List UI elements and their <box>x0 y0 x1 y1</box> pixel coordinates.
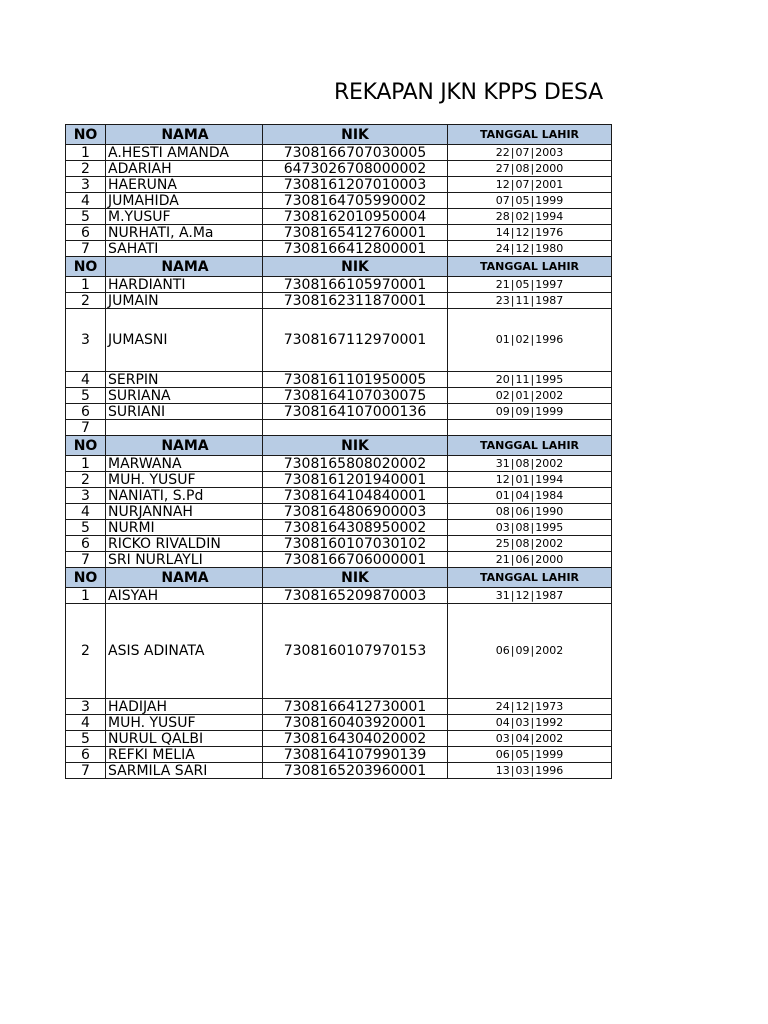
date-separator: | <box>530 472 535 486</box>
row-tanggal-lahir[interactable] <box>448 404 612 420</box>
row-nik[interactable]: 7308166105970001 <box>263 277 448 293</box>
date-separator: | <box>530 699 535 713</box>
row-nik[interactable]: 7308162311870001 <box>263 293 448 309</box>
row-tanggal-lahir[interactable] <box>448 177 612 193</box>
birth-year: 1995 <box>535 372 564 386</box>
row-nik[interactable]: 7308166706000001 <box>263 552 448 568</box>
birth-year: 2000 <box>535 161 564 175</box>
date-separator: | <box>530 193 535 207</box>
row-number[interactable]: 4 <box>66 193 106 209</box>
birth-day: 21 <box>495 552 510 566</box>
header-nama[interactable]: NAMA <box>106 436 263 456</box>
birth-month: 01 <box>515 472 530 486</box>
birth-month: 11 <box>515 372 530 386</box>
row-nama[interactable]: NURMI <box>106 520 263 536</box>
row-tanggal-lahir[interactable] <box>448 488 612 504</box>
birth-month: 09 <box>515 404 530 418</box>
row-number[interactable]: 3 <box>66 488 106 504</box>
row-number[interactable]: 5 <box>66 520 106 536</box>
birth-day: 12 <box>495 177 510 191</box>
row-tanggal-lahir[interactable] <box>448 699 612 715</box>
birth-year: 2002 <box>535 456 564 470</box>
birth-month: 12 <box>515 225 530 239</box>
row-nik[interactable]: 7308160107970153 <box>263 604 448 699</box>
birth-year: 1984 <box>535 488 564 502</box>
birth-day: 03 <box>495 520 510 534</box>
row-nama[interactable]: NANIATI, S.Pd <box>106 488 263 504</box>
birth-year: 1997 <box>535 277 564 291</box>
row-nama[interactable]: ASIS ADINATA <box>106 604 263 699</box>
table-row <box>66 699 612 715</box>
birth-year: 1999 <box>535 747 564 761</box>
date-separator: | <box>530 161 535 175</box>
date-separator: | <box>510 456 515 470</box>
date-separator: | <box>530 644 535 657</box>
birth-month: 08 <box>515 456 530 470</box>
row-number[interactable]: 6 <box>66 225 106 241</box>
date-separator: | <box>530 277 535 291</box>
birth-year: 1987 <box>535 588 564 602</box>
birth-day: 31 <box>495 456 510 470</box>
row-nik[interactable]: 7308165203960001 <box>263 763 448 779</box>
row-tanggal-lahir[interactable] <box>448 747 612 763</box>
row-number[interactable]: 5 <box>66 209 106 225</box>
table-row <box>66 472 612 488</box>
table-row <box>66 604 612 699</box>
birth-year: 2000 <box>535 552 564 566</box>
row-nik[interactable]: 7308164107030075 <box>263 388 448 404</box>
row-nama[interactable]: AISYAH <box>106 588 263 604</box>
date-separator: | <box>510 161 515 175</box>
row-tanggal-lahir[interactable] <box>448 277 612 293</box>
birth-year: 2003 <box>535 145 564 159</box>
birth-day: 27 <box>495 161 510 175</box>
row-tanggal-lahir[interactable] <box>448 241 612 257</box>
birth-month: 08 <box>515 536 530 550</box>
header-nik[interactable]: NIK <box>263 257 448 277</box>
date-separator: | <box>530 404 535 418</box>
row-nama[interactable]: HARDIANTI <box>106 277 263 293</box>
birth-day: 14 <box>495 225 510 239</box>
birth-year: 1999 <box>535 404 564 418</box>
birth-year: 1980 <box>535 241 564 255</box>
birth-month: 12 <box>515 699 530 713</box>
birth-day: 03 <box>495 731 510 745</box>
birth-year: 2002 <box>535 388 564 402</box>
birth-month: 02 <box>515 333 530 346</box>
row-nama[interactable]: M.YUSUF <box>106 209 263 225</box>
table-row <box>66 504 612 520</box>
date-separator: | <box>510 293 515 307</box>
birth-year: 1996 <box>535 763 564 777</box>
date-separator: | <box>530 715 535 729</box>
header-nama[interactable]: NAMA <box>106 257 263 277</box>
birth-day: 20 <box>495 372 510 386</box>
date-separator: | <box>530 177 535 191</box>
row-tanggal-lahir[interactable] <box>448 193 612 209</box>
row-tanggal-lahir[interactable] <box>448 293 612 309</box>
birth-year: 2002 <box>535 644 564 657</box>
date-separator: | <box>510 333 515 346</box>
date-separator: | <box>510 504 515 518</box>
row-nik[interactable]: 7308165412760001 <box>263 225 448 241</box>
birth-day: 07 <box>495 193 510 207</box>
row-number[interactable]: 2 <box>66 293 106 309</box>
row-nama[interactable]: REFKI MELIA <box>106 747 263 763</box>
row-nama[interactable]: HAERUNA <box>106 177 263 193</box>
birth-month: 05 <box>515 747 530 761</box>
birth-day: 28 <box>495 209 510 223</box>
header-no[interactable]: NO <box>66 257 106 277</box>
row-number[interactable]: 5 <box>66 731 106 747</box>
header-tanggal-lahir[interactable]: TANGGAL LAHIR <box>448 436 612 456</box>
birth-month: 12 <box>515 588 530 602</box>
row-nik[interactable] <box>263 420 448 436</box>
date-separator: | <box>530 372 535 386</box>
table-row <box>66 225 612 241</box>
date-separator: | <box>510 536 515 550</box>
table-row <box>66 177 612 193</box>
date-separator: | <box>530 588 535 602</box>
title-cell <box>0 78 612 112</box>
birth-day: 24 <box>495 241 510 255</box>
birth-day: 25 <box>495 536 510 550</box>
birth-day: 01 <box>495 333 510 346</box>
birth-year: 1994 <box>535 209 564 223</box>
birth-month: 01 <box>515 388 530 402</box>
date-separator: | <box>510 388 515 402</box>
date-separator: | <box>510 193 515 207</box>
table-row <box>66 209 612 225</box>
row-nik[interactable]: 7308166707030005 <box>263 145 448 161</box>
birth-month: 03 <box>515 763 530 777</box>
row-tanggal-lahir[interactable] <box>448 472 612 488</box>
row-nik[interactable]: 7308164304020002 <box>263 731 448 747</box>
row-nama[interactable]: HADIJAH <box>106 699 263 715</box>
row-nik[interactable]: 7308160107030102 <box>263 536 448 552</box>
row-nama[interactable]: MARWANA <box>106 456 263 472</box>
birth-month: 11 <box>515 293 530 307</box>
header-nik[interactable]: NIK <box>263 568 448 588</box>
date-separator: | <box>510 472 515 486</box>
date-separator: | <box>510 277 515 291</box>
birth-day: 22 <box>495 145 510 159</box>
date-separator: | <box>530 456 535 470</box>
header-nama[interactable]: NAMA <box>106 568 263 588</box>
header-nik[interactable]: NIK <box>263 125 448 145</box>
row-number[interactable]: 3 <box>66 309 106 372</box>
row-nama[interactable]: A.HESTI AMANDA <box>106 145 263 161</box>
birth-year: 1976 <box>535 225 564 239</box>
jkn-kpps-table <box>65 124 612 779</box>
row-nama[interactable]: RICKO RIVALDIN <box>106 536 263 552</box>
row-nama[interactable]: SARMILA SARI <box>106 763 263 779</box>
birth-month: 09 <box>515 644 530 657</box>
row-nama[interactable]: SAHATI <box>106 241 263 257</box>
birth-day: 09 <box>495 404 510 418</box>
birth-year: 2001 <box>535 177 564 191</box>
header-tanggal-lahir[interactable]: TANGGAL LAHIR <box>448 125 612 145</box>
birth-month: 12 <box>515 241 530 255</box>
row-tanggal-lahir[interactable] <box>448 420 612 436</box>
date-separator: | <box>510 747 515 761</box>
sheet-title: REKAPAN JKN KPPS DESA <box>334 80 603 105</box>
birth-year: 1996 <box>535 333 564 346</box>
date-separator: | <box>510 372 515 386</box>
birth-month: 07 <box>515 145 530 159</box>
date-separator: | <box>510 520 515 534</box>
table-row <box>66 161 612 177</box>
row-nama[interactable]: NURHATI, A.Ma <box>106 225 263 241</box>
table-row <box>66 552 612 568</box>
row-nik[interactable]: 7308164107000136 <box>263 404 448 420</box>
row-tanggal-lahir[interactable] <box>448 763 612 779</box>
row-number[interactable]: 1 <box>66 145 106 161</box>
birth-month: 05 <box>515 193 530 207</box>
date-separator: | <box>530 520 535 534</box>
birth-day: 13 <box>495 763 510 777</box>
row-tanggal-lahir[interactable] <box>448 588 612 604</box>
row-nik[interactable]: 7308164705990002 <box>263 193 448 209</box>
row-nama[interactable]: JUMAIN <box>106 293 263 309</box>
row-tanggal-lahir[interactable] <box>448 520 612 536</box>
row-nik[interactable]: 7308166412730001 <box>263 699 448 715</box>
row-nik[interactable]: 7308166412800001 <box>263 241 448 257</box>
table-row <box>66 388 612 404</box>
date-separator: | <box>510 225 515 239</box>
table-row <box>66 193 612 209</box>
table-row <box>66 309 612 372</box>
row-number[interactable]: 5 <box>66 388 106 404</box>
date-separator: | <box>510 177 515 191</box>
table-row <box>66 763 612 779</box>
date-separator: | <box>530 552 535 566</box>
row-nik[interactable]: 6473026708000002 <box>263 161 448 177</box>
birth-day: 06 <box>495 644 510 657</box>
row-nama[interactable]: SURIANI <box>106 404 263 420</box>
date-separator: | <box>510 488 515 502</box>
header-row <box>66 257 612 277</box>
birth-month: 08 <box>515 520 530 534</box>
birth-month: 05 <box>515 277 530 291</box>
header-no[interactable]: NO <box>66 125 106 145</box>
birth-month: 03 <box>515 715 530 729</box>
row-nik[interactable]: 7308161201940001 <box>263 472 448 488</box>
row-nik[interactable]: 7308161101950005 <box>263 372 448 388</box>
date-separator: | <box>530 731 535 745</box>
table-row <box>66 731 612 747</box>
row-number[interactable]: 4 <box>66 372 106 388</box>
header-tanggal-lahir[interactable]: TANGGAL LAHIR <box>448 257 612 277</box>
row-nik[interactable]: 7308164107990139 <box>263 747 448 763</box>
row-number[interactable]: 2 <box>66 472 106 488</box>
row-number[interactable]: 7 <box>66 552 106 568</box>
table-row <box>66 372 612 388</box>
row-number[interactable]: 7 <box>66 241 106 257</box>
row-number[interactable]: 3 <box>66 177 106 193</box>
table-row <box>66 536 612 552</box>
date-separator: | <box>530 504 535 518</box>
table-row <box>66 456 612 472</box>
header-nik[interactable]: NIK <box>263 436 448 456</box>
table-row <box>66 241 612 257</box>
birth-day: 06 <box>495 747 510 761</box>
table-row <box>66 293 612 309</box>
birth-day: 23 <box>495 293 510 307</box>
row-number[interactable]: 4 <box>66 715 106 731</box>
row-number[interactable]: 1 <box>66 588 106 604</box>
row-nama[interactable]: ADARIAH <box>106 161 263 177</box>
row-tanggal-lahir[interactable] <box>448 309 612 372</box>
row-nama[interactable]: MUH. YUSUF <box>106 715 263 731</box>
row-number[interactable]: 7 <box>66 420 106 436</box>
row-number[interactable]: 1 <box>66 456 106 472</box>
table-row <box>66 715 612 731</box>
date-separator: | <box>530 293 535 307</box>
row-tanggal-lahir[interactable] <box>448 731 612 747</box>
row-nama[interactable]: NURJANNAH <box>106 504 263 520</box>
row-number[interactable]: 7 <box>66 763 106 779</box>
birth-day: 12 <box>495 472 510 486</box>
table-row <box>66 277 612 293</box>
birth-year: 2002 <box>535 731 564 745</box>
birth-year: 1987 <box>535 293 564 307</box>
row-number[interactable]: 1 <box>66 277 106 293</box>
date-separator: | <box>530 388 535 402</box>
birth-month: 02 <box>515 209 530 223</box>
row-nama[interactable] <box>106 420 263 436</box>
table-row <box>66 747 612 763</box>
birth-year: 1973 <box>535 699 564 713</box>
header-tanggal-lahir[interactable]: TANGGAL LAHIR <box>448 568 612 588</box>
date-separator: | <box>530 536 535 550</box>
header-row <box>66 125 612 145</box>
date-separator: | <box>510 241 515 255</box>
row-nik[interactable]: 7308165209870003 <box>263 588 448 604</box>
date-separator: | <box>530 209 535 223</box>
row-nik[interactable]: 7308165808020002 <box>263 456 448 472</box>
table-row <box>66 420 612 436</box>
date-separator: | <box>510 644 515 657</box>
row-nama[interactable]: JUMAHIDA <box>106 193 263 209</box>
row-number[interactable]: 2 <box>66 161 106 177</box>
row-number[interactable]: 6 <box>66 536 106 552</box>
row-tanggal-lahir[interactable] <box>448 504 612 520</box>
row-nama[interactable]: MUH. YUSUF <box>106 472 263 488</box>
row-tanggal-lahir[interactable] <box>448 161 612 177</box>
birth-month: 06 <box>515 504 530 518</box>
birth-day: 01 <box>495 488 510 502</box>
header-nama[interactable]: NAMA <box>106 125 263 145</box>
row-number[interactable]: 6 <box>66 747 106 763</box>
row-tanggal-lahir[interactable] <box>448 715 612 731</box>
row-tanggal-lahir[interactable] <box>448 209 612 225</box>
row-number[interactable]: 6 <box>66 404 106 420</box>
birth-year: 1994 <box>535 472 564 486</box>
row-number[interactable]: 3 <box>66 699 106 715</box>
row-nama[interactable]: JUMASNI <box>106 309 263 372</box>
birth-year: 2002 <box>535 536 564 550</box>
birth-day: 24 <box>495 699 510 713</box>
birth-year: 1999 <box>535 193 564 207</box>
row-nama[interactable]: SERPIN <box>106 372 263 388</box>
birth-day: 31 <box>495 588 510 602</box>
row-nik[interactable]: 7308164806900003 <box>263 504 448 520</box>
row-nik[interactable]: 7308162010950004 <box>263 209 448 225</box>
row-tanggal-lahir[interactable] <box>448 552 612 568</box>
table-row <box>66 520 612 536</box>
date-separator: | <box>530 333 535 346</box>
table-row <box>66 404 612 420</box>
date-separator: | <box>530 145 535 159</box>
row-nama[interactable]: SURIANA <box>106 388 263 404</box>
header-row <box>66 568 612 588</box>
birth-month: 04 <box>515 731 530 745</box>
table-row <box>66 488 612 504</box>
birth-year: 1992 <box>535 715 564 729</box>
date-separator: | <box>510 404 515 418</box>
row-tanggal-lahir[interactable] <box>448 456 612 472</box>
date-separator: | <box>510 699 515 713</box>
row-tanggal-lahir[interactable] <box>448 372 612 388</box>
birth-month: 06 <box>515 552 530 566</box>
date-separator: | <box>510 763 515 777</box>
birth-month: 08 <box>515 161 530 175</box>
row-tanggal-lahir[interactable] <box>448 388 612 404</box>
date-separator: | <box>510 145 515 159</box>
birth-day: 21 <box>495 277 510 291</box>
date-separator: | <box>530 241 535 255</box>
date-separator: | <box>510 715 515 729</box>
date-separator: | <box>530 763 535 777</box>
birth-day: 04 <box>495 715 510 729</box>
row-nik[interactable]: 7308164308950002 <box>263 520 448 536</box>
row-nama[interactable]: SRI NURLAYLI <box>106 552 263 568</box>
date-separator: | <box>530 488 535 502</box>
row-number[interactable]: 4 <box>66 504 106 520</box>
row-tanggal-lahir[interactable] <box>448 225 612 241</box>
birth-year: 1995 <box>535 520 564 534</box>
row-tanggal-lahir[interactable] <box>448 145 612 161</box>
header-row <box>66 436 612 456</box>
row-nik[interactable]: 7308161207010003 <box>263 177 448 193</box>
birth-day: 08 <box>495 504 510 518</box>
date-separator: | <box>530 225 535 239</box>
row-tanggal-lahir[interactable] <box>448 536 612 552</box>
date-separator: | <box>510 588 515 602</box>
date-separator: | <box>510 552 515 566</box>
table-row <box>66 145 612 161</box>
row-nik[interactable]: 7308160403920001 <box>263 715 448 731</box>
row-nik[interactable]: 7308167112970001 <box>263 309 448 372</box>
row-number[interactable]: 2 <box>66 604 106 699</box>
row-nama[interactable]: NURUL QALBI <box>106 731 263 747</box>
table-row <box>66 588 612 604</box>
row-nik[interactable]: 7308164104840001 <box>263 488 448 504</box>
date-separator: | <box>510 731 515 745</box>
date-separator: | <box>530 747 535 761</box>
row-tanggal-lahir[interactable] <box>448 604 612 699</box>
date-separator: | <box>510 209 515 223</box>
header-no[interactable]: NO <box>66 568 106 588</box>
birth-month: 07 <box>515 177 530 191</box>
birth-month: 04 <box>515 488 530 502</box>
header-no[interactable]: NO <box>66 436 106 456</box>
birth-year: 1990 <box>535 504 564 518</box>
birth-day: 02 <box>495 388 510 402</box>
